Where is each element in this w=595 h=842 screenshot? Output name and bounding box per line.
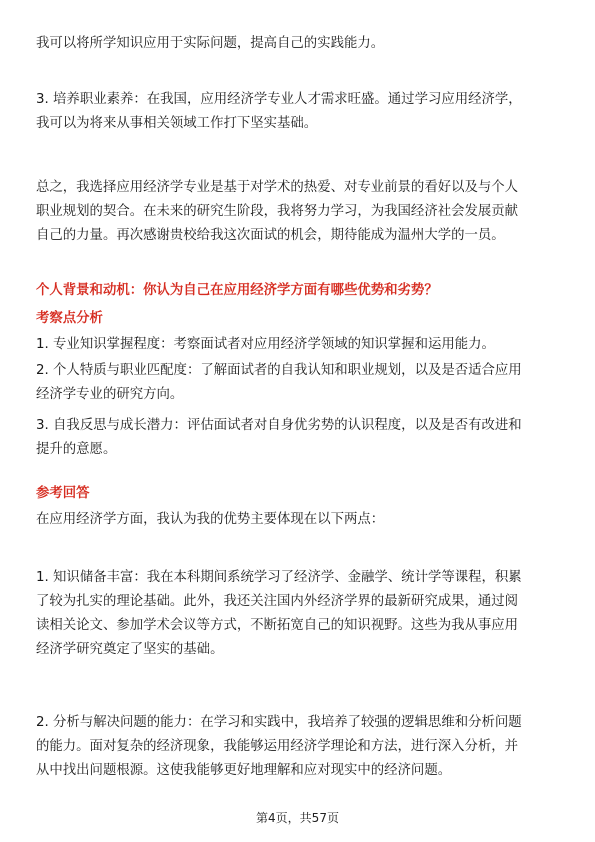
question-heading — [36, 279, 566, 303]
answer-point-2 — [36, 711, 566, 783]
intro-paragraph-tail — [36, 32, 566, 56]
text-line: 经济学专业的研究方向。 — [36, 387, 184, 402]
text-line: 的能力。面对复杂的经济现象，我能够运用经济学理论和方法，进行深入分析，并 — [36, 739, 519, 754]
text-line: 1. 专业知识掌握程度：考察面试者对应用经济学领域的知识掌握和运用能力。 — [36, 337, 495, 352]
text-line: 提升的意愿。 — [36, 442, 117, 457]
answer-point-1 — [36, 566, 566, 662]
text-line: 从中找出问题根源。这使我能够更好地理解和应对现实中的经济问题。 — [36, 763, 452, 778]
text-line: 读相关论文、参加学术会议等方式，不断拓宽自己的知识视野。这些为我从事应用 — [36, 618, 519, 633]
text-line: 3. 培养职业素养：在我国，应用经济学专业人才需求旺盛。通过学习应用经济学， — [36, 92, 522, 107]
text-line: 职业规划的契合。在未来的研究生阶段，我将努力学习，为我国经济社会发展贡献 — [36, 204, 519, 219]
answer-intro — [36, 508, 566, 532]
summary-paragraph — [36, 176, 566, 248]
text-line: 在应用经济学方面，我认为我的优势主要体现在以下两点： — [36, 512, 385, 527]
analysis-point-3 — [36, 414, 566, 462]
text-line: 2. 分析与解决问题的能力：在学习和实践中，我培养了较强的逻辑思维和分析问题 — [36, 715, 522, 730]
text-line: 3. 自我反思与成长潜力：评估面试者对自身优劣势的认识程度，以及是否有改进和 — [36, 418, 522, 433]
analysis-heading — [36, 307, 566, 331]
text-line: 我可以将所学知识应用于实际问题，提高自己的实践能力。 — [36, 36, 385, 51]
text-line: 我可以为将来从事相关领域工作打下坚实基础。 — [36, 116, 318, 131]
text-line: 了较为扎实的理论基础。此外，我还关注国内外经济学界的最新研究成果，通过阅 — [36, 594, 519, 609]
text-line: 总之，我选择应用经济学专业是基于对学术的热爱、对专业前景的看好以及与个人 — [36, 180, 519, 195]
page-number-footer: 第4页，共57页 — [256, 811, 339, 825]
analysis-heading-text: 考察点分析 — [36, 311, 103, 326]
analysis-point-1 — [36, 333, 566, 357]
answer-heading — [36, 482, 566, 506]
analysis-point-2 — [36, 359, 566, 407]
text-line: 2. 个人特质与职业匹配度：了解面试者的自我认知和职业规划，以及是否适合应用 — [36, 363, 522, 378]
point-3-paragraph — [36, 88, 566, 136]
answer-heading-text: 参考回答 — [36, 486, 90, 501]
text-line: 经济学研究奠定了坚实的基础。 — [36, 642, 224, 657]
text-line: 自己的力量。再次感谢贵校给我这次面试的机会，期待能成为温州大学的一员。 — [36, 228, 505, 243]
text-line: 1. 知识储备丰富：我在本科期间系统学习了经济学、金融学、统计学等课程，积累 — [36, 570, 522, 585]
question-text: 个人背景和动机：你认为自己在应用经济学方面有哪些优势和劣势？ — [36, 283, 438, 298]
